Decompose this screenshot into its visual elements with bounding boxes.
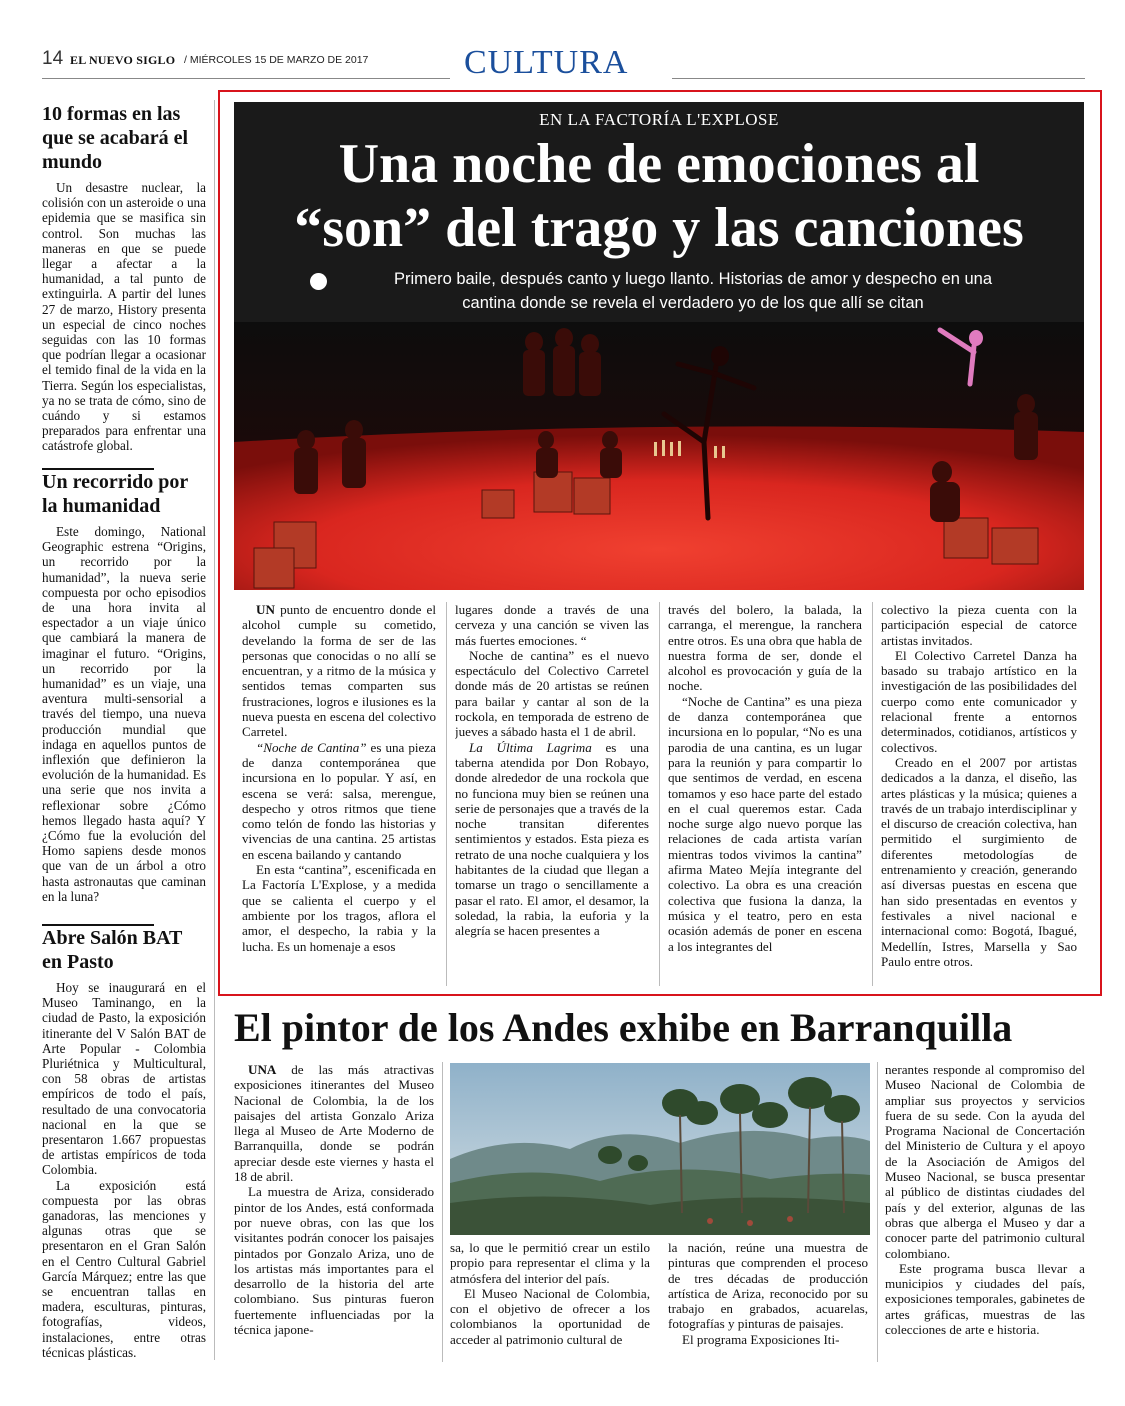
brief-title: Abre Salón BAT en Pasto — [42, 927, 183, 973]
article-paragraph: colectivo la pieza cuenta con la participación especial de catorce artistas invitados. — [881, 602, 1077, 648]
section-title: CULTURA — [464, 44, 629, 81]
second-headline: El pintor de los Andes exhibe en Barranquilla — [234, 1005, 1013, 1050]
column-divider — [877, 1062, 878, 1362]
header-rule-left — [42, 78, 450, 79]
second-column-3 — [668, 1240, 868, 1347]
column-divider — [446, 602, 447, 986]
header-rule-right — [672, 78, 1085, 79]
brief-title: 10 formas en las que se acabará el mundo — [42, 103, 189, 173]
second-column-1 — [234, 1062, 434, 1337]
lead-in: UN — [256, 602, 275, 617]
feature-deck-line2: cantina donde se revela el verdadero yo de los que allí se citan — [462, 294, 924, 312]
feature-column-3 — [668, 602, 862, 954]
feature-kicker: EN LA FACTORÍA L'EXPLOSE — [539, 110, 779, 129]
brief-paragraph: Un desastre nuclear, la colisión con un asteroide o una epidemia que se masifica sin control. Son muchas las maneras en que se puede llegar a afectar a la humanidad, a tal punto de extinguirla. A partir del lunes 27 de marzo, History presenta un especial de cinco noches seguidas con las 10 formas que podrían llegar a ocasionar el temido final de la vida en la Tierra. Según los especialistas, ya no se trata de cómo, sino de cuándo y si estamos preparados para enfrentar una catástrofe global. — [42, 180, 206, 454]
brief-origins — [42, 470, 206, 904]
article-paragraph: UN punto de encuentro donde el alcohol cumple su cometido, develando la forma de ser de las personas que conocidas o no allí se encuentran, y a ritmo de la música y sentidos temas comparten sus frustraciones, logros e ilusiones es la nueva puesta en escena del colectivo Carretel. — [242, 602, 436, 740]
article-paragraph: nerantes responde al compromiso del Museo Nacional de Colombia de ampliar sus proyectos y servicios fuera de su sede. Con la ayuda del Programa Nacional de Concertación del Ministerio de Cultura y el apoyo de la Asociación de Amigos del Museo Nacional, se busca presentar al público de distintas ciudades del país y del exterior, algunas de las obras que alberga el Museo y dar a conocer parte del patrimonio cultural colombiano. — [885, 1062, 1085, 1261]
article-paragraph: El programa Exposiciones Iti- — [682, 1331, 840, 1347]
stage-photo — [234, 322, 1084, 590]
bullet-icon — [310, 273, 327, 290]
sidebar-divider — [214, 100, 215, 1360]
article-paragraph: Noche de cantina” es el nuevo espectáculo del Colectivo Carretel donde más de 20 artistas se reúnen para bailar y cantar al son de la rockola, en temporada de estreno de jueves a sábado hasta el 1 de abril. — [455, 647, 649, 740]
feature-column-1 — [242, 602, 436, 954]
second-column-4 — [885, 1062, 1085, 1337]
article-paragraph: sa, lo que le permitió crear un estilo propio para representar el clima y la atmósfera del interior del país. — [450, 1240, 650, 1286]
article-paragraph: El Colectivo Carretel Danza ha basado su trabajo artístico en la investigación de las posibilidades del cuerpo como ente comunicador y relacional frente a entornos determinados, cotidianos, artísticos y colectivos. — [881, 647, 1077, 755]
article-paragraph: La muestra de Ariza, considerado pintor de los Andes, está conformada por nueve obras, con las que los visitantes podrán conocer los paisajes pintados por Gonzalo Ariza, uno de los artistas más importantes para el desarrollo de la historia del arte colombiano. Sus pinturas fueron fuertemente influenciadas por la técnica japone- — [234, 1184, 434, 1338]
column-divider — [659, 602, 660, 986]
article-paragraph: Creado en el 2007 por artistas dedicados a la danza, el diseño, las artes plásticas y la música; quienes a través de un trabajo interdisciplinar y el discurso de creación colectiva, han permitido el surgimiento de diferentes metodologías de entrenamiento y creación, generando así diversas puestas en escena que han sido presentadas en eventos y festivales a nivel nacional e internacional como: Bogotá, Ibagué, Medellín, Istres, Marsella y Sao Paulo entre otros. — [881, 754, 1077, 969]
brief-paragraph: Este domingo, National Geographic estrena “Origins, un recorrido por la humanidad”, la nueva serie compuesta por ocho episodios de una hora invita al espectador a un viaje único que cambiará la manera de imaginar el futuro. “Origins, un recorrido por la humanidad” es un viaje, una aventura multi-sensorial a través del tiempo, una nueva producción mundial que indaga en aquellos puntos de inflexión que definieron la evolución de la humanidad. Es una serie que nos invita a reflexionar sobre ¿Cómo hemos llegado hasta aquí? Y ¿Cómo fue la evolución del Homo sapiens desde monos que van de un árbol a otro hasta astronautas que caminan en la luna? — [42, 524, 206, 904]
ariza-painting — [450, 1063, 870, 1235]
feature-column-2 — [455, 602, 649, 939]
article-paragraph: La Última Lagrima es una taberna atendida por Don Robayo, donde alrededor de una rockola que no funciona muy bien se reúnen una serie de personajes que a través de la noche transitan diferentes sentimientos y estados. Esta pieza es retrato de una noche cualquiera y los habitantes de la ciudad que llegan a tomarse un trago o sencillamente a pasar el rato. El amor, el desamor, la soledad, la rabia, la euforia y la alegría se hacen presentes a — [455, 739, 649, 939]
lead-in: UNA — [248, 1062, 277, 1077]
article-paragraph: En esta “cantina”, escenificada en La Factoría L'Explose, y a medida que se calienta el cuerpo y el ambiente por los tragos, aflora el amor, el despecho, la rabia y la lucha. Es un homenaje a esos — [242, 862, 436, 954]
article-paragraph: “Noche de Cantina” es una pieza de danza contemporánea que incursiona en lo popular. Y así, en escena se verá: salsa, merengue, despecho y otros ritmos que tiene como telón de fondo las historias y vivencias de una cantina. 25 artistas en escena bailando y cantando — [242, 739, 436, 862]
feature-headline-line1: Una noche de emociones al — [338, 133, 980, 195]
brief-title: Un recorrido por la humanidad — [42, 471, 188, 517]
article-paragraph: “Noche de Cantina” es una pieza de danza contemporánea que incursiona en lo popular, “No es una parodia de una cantina, es un lugar para la reunión y para compartir lo que sentimos de verdad, en escena tomamos y eso hace parte del estado en el cual queremos estar. Cada noche surge algo nuevo porque las relaciones de cada artista varían mientras todos vivimos la cantina” afirma Mateo Mejía integrante del colectivo. La obra es una creación colectiva que fusiona la danza, la música y el teatro, pero en esta ocasión además de poner en escena a los integrantes del — [668, 693, 862, 954]
column-divider — [442, 1062, 443, 1362]
paper-name: EL NUEVO SIGLO — [70, 53, 176, 67]
brief-paragraph: Hoy se inaugurará en el Museo Taminango, en la ciudad de Pasto, la exposición itinerante del V Salón BAT de Arte Popular - Colombia Pluriétnica y Multicultural, con 58 obras de artistas empíricos de todo el país, resultado de una convocatoria nacional en la que se presentaron 1.667 propuestas de artistas empíricos de toda Colombia. — [42, 980, 206, 1178]
feature-deck-line1: Primero baile, después canto y luego llanto. Historias de amor y despecho en una — [393, 270, 992, 288]
brief-salon-bat — [42, 926, 206, 1360]
brief-paragraph: La exposición está compuesta por las obras ganadoras, las menciones y algunas otras que se presentaron en el Gran Salón en el Centro Cultural Gabriel García Márquez; entre las que se encuentran tallas en madera, esculturas, pinturas, fotografías, videos, instalaciones, entre otras técnicas plásticas. — [42, 1177, 206, 1360]
article-paragraph: la nación, reúne una muestra de pinturas que comprenden el proceso de tres décadas de producción artística de Ariza, reconocido por su trabajo en grabados, acuarelas, fotografías y pinturas de paisajes. — [668, 1240, 868, 1332]
column-divider — [872, 602, 873, 986]
article-paragraph: lugares donde a través de una cerveza y una canción se viven las más fuertes emociones. “ — [455, 602, 649, 648]
feature-column-4 — [881, 602, 1077, 969]
page-header — [42, 44, 1085, 81]
second-column-2 — [450, 1240, 650, 1347]
page-number: 14 — [42, 48, 64, 69]
article-paragraph: El Museo Nacional de Colombia, con el objetivo de ofrecer a los colombianos la oportunidad de acceder al patrimonio cultural de — [450, 1285, 650, 1347]
feature-banner — [234, 102, 1084, 590]
brief-world-end — [42, 102, 206, 454]
article-paragraph: Este programa busca llevar a municipios y ciudades del país, exposiciones temporales, gabinetes de artes gráficas, muestras de las colecciones de arte e historia. — [885, 1260, 1085, 1338]
article-paragraph: través del bolero, la balada, la carranga, el merengue, la ranchera entre otros. Es una obra que habla de nuestra forma de ser, donde el alcohol es provocación y guía de la noche. — [668, 602, 862, 694]
feature-headline-line2: “son” del trago y las canciones — [294, 197, 1024, 259]
article-paragraph: UNA de las más atractivas exposiciones itinerantes del Museo Nacional de Colombia, la de los paisajes del artista Gonzalo Ariza llega al Museo de Arte Moderno de Barranquilla, donde se podrán apreciar desde este viernes y hasta el 18 de abril. — [234, 1062, 434, 1185]
issue-date: / MIÉRCOLES 15 DE MARZO DE 2017 — [184, 54, 369, 66]
